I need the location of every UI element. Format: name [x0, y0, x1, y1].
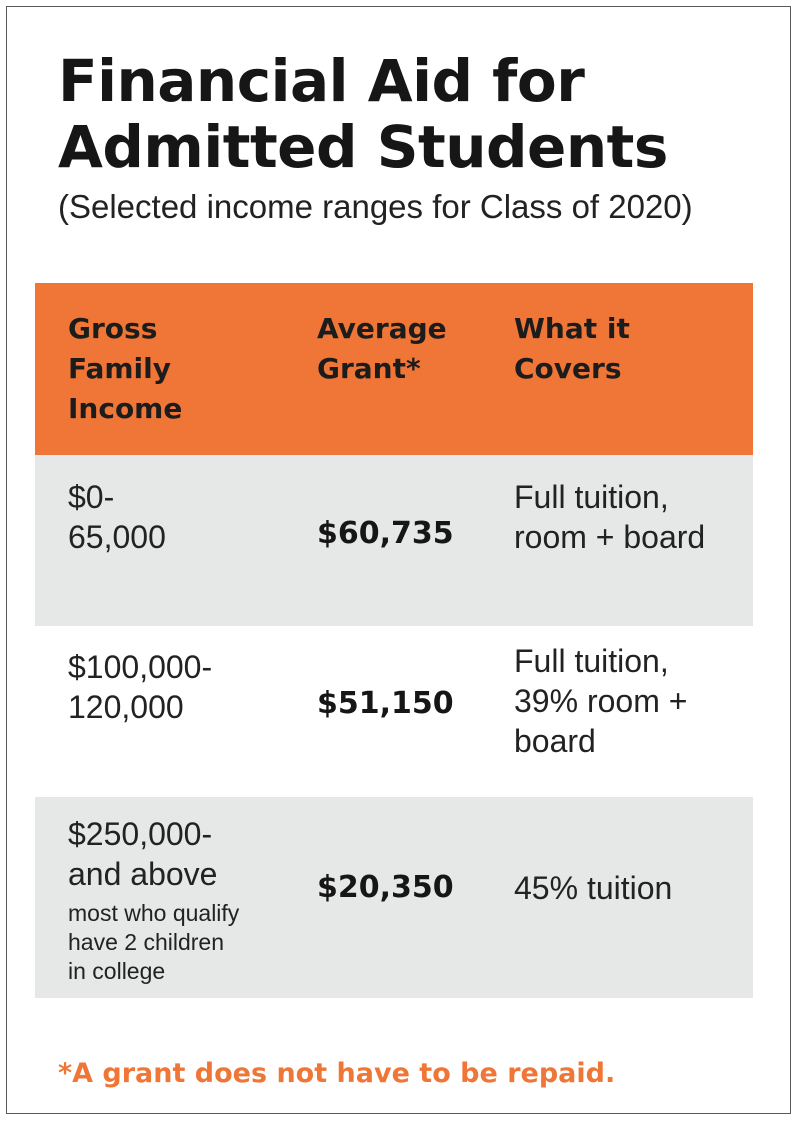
grant-cell: $60,735 [317, 516, 454, 551]
table-row [35, 455, 753, 626]
table-row [35, 626, 753, 797]
grant-cell: $51,150 [317, 686, 454, 721]
covers-cell: Full tuition, room + board [514, 479, 706, 555]
title-line-2: Admitted Students [58, 113, 668, 181]
table-row [35, 797, 753, 998]
table-header-row [35, 283, 753, 455]
financial-aid-table [35, 283, 753, 998]
page-title [58, 48, 668, 180]
title-line-1: Financial Aid for [58, 47, 585, 115]
income-note: most who qualify have 2 children in college [68, 900, 240, 984]
page-subtitle: (Selected income ranges for Class of 2020) [58, 188, 693, 225]
grant-cell: $20,350 [317, 870, 454, 905]
grant-footnote: *A grant does not have to be repaid. [58, 1058, 616, 1089]
income-cell: $250,000- and above [68, 816, 218, 892]
income-cell: $100,000- 120,000 [68, 649, 213, 725]
income-cell: $0- 65,000 [68, 479, 166, 555]
header-what-it-covers: What it Covers [514, 312, 630, 385]
header-average-grant: Average Grant* [317, 312, 447, 385]
covers-cell: 45% tuition [514, 870, 673, 906]
covers-cell: Full tuition, 39% room + board [514, 643, 688, 759]
header-gross-family-income: Gross Family Income [68, 312, 183, 425]
